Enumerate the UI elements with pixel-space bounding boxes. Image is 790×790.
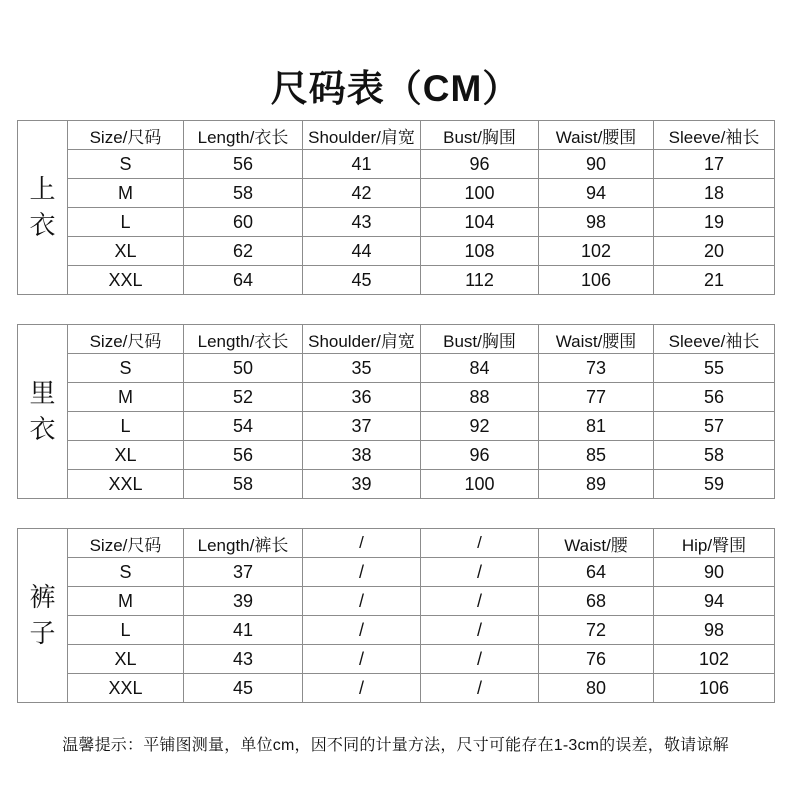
value-cell: 108 — [421, 237, 539, 266]
value-cell: 96 — [421, 441, 539, 470]
size-tables — [17, 120, 774, 703]
size-cell: XXL — [68, 674, 184, 703]
table-row — [18, 558, 775, 587]
value-cell: 43 — [184, 645, 303, 674]
table-header-row — [18, 121, 775, 150]
value-cell: 112 — [421, 266, 539, 295]
size-cell: XL — [68, 237, 184, 266]
value-cell: 72 — [539, 616, 654, 645]
table-row — [18, 441, 775, 470]
column-header: Waist/腰围 — [539, 121, 654, 150]
table-row — [18, 354, 775, 383]
value-cell: / — [421, 674, 539, 703]
value-cell: 42 — [303, 179, 421, 208]
value-cell: 19 — [654, 208, 775, 237]
table-row — [18, 412, 775, 441]
column-header: Size/尺码 — [68, 529, 184, 558]
column-header: Shoulder/肩宽 — [303, 325, 421, 354]
value-cell: 88 — [421, 383, 539, 412]
value-cell: 77 — [539, 383, 654, 412]
column-header: Size/尺码 — [68, 325, 184, 354]
table-row — [18, 674, 775, 703]
value-cell: 92 — [421, 412, 539, 441]
value-cell: 45 — [184, 674, 303, 703]
value-cell: 21 — [654, 266, 775, 295]
value-cell: 102 — [539, 237, 654, 266]
value-cell: 45 — [303, 266, 421, 295]
value-cell: 94 — [539, 179, 654, 208]
value-cell: 37 — [184, 558, 303, 587]
table-row — [18, 266, 775, 295]
column-header: Hip/臀围 — [654, 529, 775, 558]
value-cell: 57 — [654, 412, 775, 441]
value-cell: 90 — [654, 558, 775, 587]
value-cell: / — [421, 616, 539, 645]
value-cell: 73 — [539, 354, 654, 383]
table-row — [18, 383, 775, 412]
value-cell: 43 — [303, 208, 421, 237]
value-cell: 59 — [654, 470, 775, 499]
column-header: Bust/胸围 — [421, 325, 539, 354]
value-cell: 38 — [303, 441, 421, 470]
value-cell: / — [303, 558, 421, 587]
value-cell: 54 — [184, 412, 303, 441]
value-cell: / — [421, 587, 539, 616]
size-cell: M — [68, 383, 184, 412]
value-cell: 58 — [184, 470, 303, 499]
value-cell: 55 — [654, 354, 775, 383]
table-row — [18, 587, 775, 616]
size-cell: XXL — [68, 266, 184, 295]
size-table-inner — [17, 324, 775, 499]
value-cell: / — [421, 558, 539, 587]
size-cell: L — [68, 208, 184, 237]
value-cell: 36 — [303, 383, 421, 412]
table-header-row — [18, 529, 775, 558]
table-row — [18, 645, 775, 674]
table-row — [18, 237, 775, 266]
value-cell: / — [303, 674, 421, 703]
column-header: Size/尺码 — [68, 121, 184, 150]
table-row — [18, 179, 775, 208]
value-cell: 18 — [654, 179, 775, 208]
size-cell: S — [68, 150, 184, 179]
column-header: Sleeve/袖长 — [654, 121, 775, 150]
value-cell: 100 — [421, 179, 539, 208]
size-cell: M — [68, 179, 184, 208]
value-cell: 41 — [184, 616, 303, 645]
size-cell: S — [68, 354, 184, 383]
value-cell: 58 — [654, 441, 775, 470]
value-cell: 56 — [184, 150, 303, 179]
value-cell: 56 — [184, 441, 303, 470]
value-cell: 76 — [539, 645, 654, 674]
value-cell: / — [303, 616, 421, 645]
size-cell: L — [68, 412, 184, 441]
value-cell: 17 — [654, 150, 775, 179]
column-header: Waist/腰围 — [539, 325, 654, 354]
page-title: 尺码表（CM） — [270, 68, 521, 109]
table-row — [18, 616, 775, 645]
value-cell: 102 — [654, 645, 775, 674]
group-label-text: 上衣 — [29, 174, 56, 240]
size-table-top — [17, 120, 775, 295]
value-cell: 68 — [539, 587, 654, 616]
size-cell: XL — [68, 645, 184, 674]
value-cell: 84 — [421, 354, 539, 383]
value-cell: 96 — [421, 150, 539, 179]
size-table-pants — [17, 528, 775, 703]
column-header: / — [421, 529, 539, 558]
group-label-top — [18, 121, 68, 295]
value-cell: 89 — [539, 470, 654, 499]
value-cell: / — [421, 645, 539, 674]
column-header: Bust/胸围 — [421, 121, 539, 150]
group-label-pants — [18, 529, 68, 703]
column-header: Shoulder/肩宽 — [303, 121, 421, 150]
column-header: Length/裤长 — [184, 529, 303, 558]
value-cell: 85 — [539, 441, 654, 470]
value-cell: 98 — [654, 616, 775, 645]
value-cell: 106 — [539, 266, 654, 295]
value-cell: 50 — [184, 354, 303, 383]
size-cell: S — [68, 558, 184, 587]
value-cell: 52 — [184, 383, 303, 412]
value-cell: 81 — [539, 412, 654, 441]
value-cell: 64 — [184, 266, 303, 295]
group-label-text: 裤子 — [29, 582, 56, 648]
size-cell: XL — [68, 441, 184, 470]
value-cell: 39 — [184, 587, 303, 616]
value-cell: 90 — [539, 150, 654, 179]
size-cell: XXL — [68, 470, 184, 499]
value-cell: 60 — [184, 208, 303, 237]
value-cell: 44 — [303, 237, 421, 266]
value-cell: / — [303, 645, 421, 674]
column-header: Length/衣长 — [184, 325, 303, 354]
value-cell: 35 — [303, 354, 421, 383]
value-cell: 64 — [539, 558, 654, 587]
group-label-inner — [18, 325, 68, 499]
table-header-row — [18, 325, 775, 354]
table-row — [18, 208, 775, 237]
footer-note: 温馨提示：平铺图测量，单位cm，因不同的计量方法，尺寸可能存在1-3cm的误差，敬请谅解 — [62, 737, 729, 754]
value-cell: 37 — [303, 412, 421, 441]
group-label-text: 里衣 — [29, 378, 56, 444]
value-cell: 62 — [184, 237, 303, 266]
value-cell: 56 — [654, 383, 775, 412]
column-header: Sleeve/袖长 — [654, 325, 775, 354]
column-header: / — [303, 529, 421, 558]
value-cell: 20 — [654, 237, 775, 266]
value-cell: 106 — [654, 674, 775, 703]
value-cell: 94 — [654, 587, 775, 616]
value-cell: 80 — [539, 674, 654, 703]
column-header: Length/衣长 — [184, 121, 303, 150]
table-row — [18, 150, 775, 179]
column-header: Waist/腰 — [539, 529, 654, 558]
table-row — [18, 470, 775, 499]
value-cell: 58 — [184, 179, 303, 208]
value-cell: 41 — [303, 150, 421, 179]
value-cell: / — [303, 587, 421, 616]
value-cell: 104 — [421, 208, 539, 237]
value-cell: 100 — [421, 470, 539, 499]
size-cell: M — [68, 587, 184, 616]
size-cell: L — [68, 616, 184, 645]
value-cell: 98 — [539, 208, 654, 237]
value-cell: 39 — [303, 470, 421, 499]
